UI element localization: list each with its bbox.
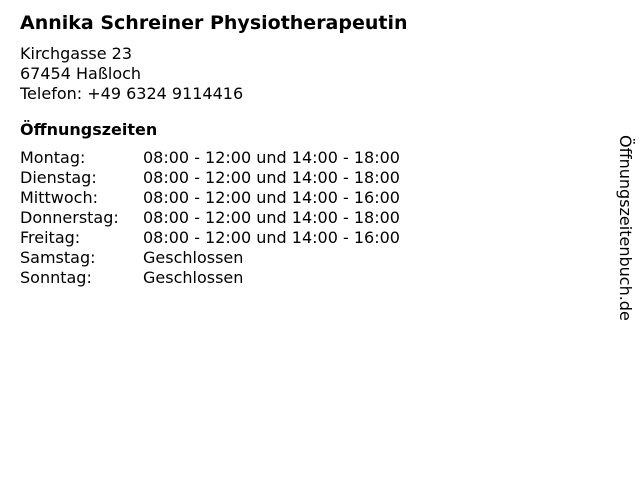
day-label: Donnerstag: — [20, 208, 119, 227]
hours-row-sunday — [20, 268, 600, 288]
day-label: Freitag: — [20, 228, 81, 247]
day-label: Dienstag: — [20, 168, 97, 187]
site-watermark-label: Öffnungszeitenbuch.de — [616, 135, 635, 321]
day-label: Sonntag: — [20, 268, 92, 287]
hours-row-wednesday — [20, 188, 600, 208]
time-value: Geschlossen — [143, 248, 244, 267]
phone-number: Telefon: +49 6324 9114416 — [20, 84, 244, 103]
address-block — [20, 44, 600, 104]
hours-row-thursday — [20, 208, 600, 228]
day-label: Montag: — [20, 148, 86, 167]
business-card — [20, 10, 600, 288]
time-value: 08:00 - 12:00 und 14:00 - 16:00 — [143, 188, 400, 207]
city-address: 67454 Haßloch — [20, 64, 142, 83]
time-value: 08:00 - 12:00 und 14:00 - 16:00 — [143, 228, 400, 247]
time-value: 08:00 - 12:00 und 14:00 - 18:00 — [143, 168, 400, 187]
time-value: 08:00 - 12:00 und 14:00 - 18:00 — [143, 148, 400, 167]
street-address: Kirchgasse 23 — [20, 44, 133, 63]
hours-row-friday — [20, 228, 600, 248]
business-name: Annika Schreiner Physiotherapeutin — [20, 12, 408, 34]
time-value: Geschlossen — [143, 268, 244, 287]
opening-hours-table — [20, 148, 600, 288]
day-label: Samstag: — [20, 248, 96, 267]
hours-row-tuesday — [20, 168, 600, 188]
hours-row-saturday — [20, 248, 600, 268]
day-label: Mittwoch: — [20, 188, 98, 207]
hours-row-monday — [20, 148, 600, 168]
time-value: 08:00 - 12:00 und 14:00 - 18:00 — [143, 208, 400, 227]
opening-hours-heading: Öffnungszeiten — [20, 120, 158, 139]
